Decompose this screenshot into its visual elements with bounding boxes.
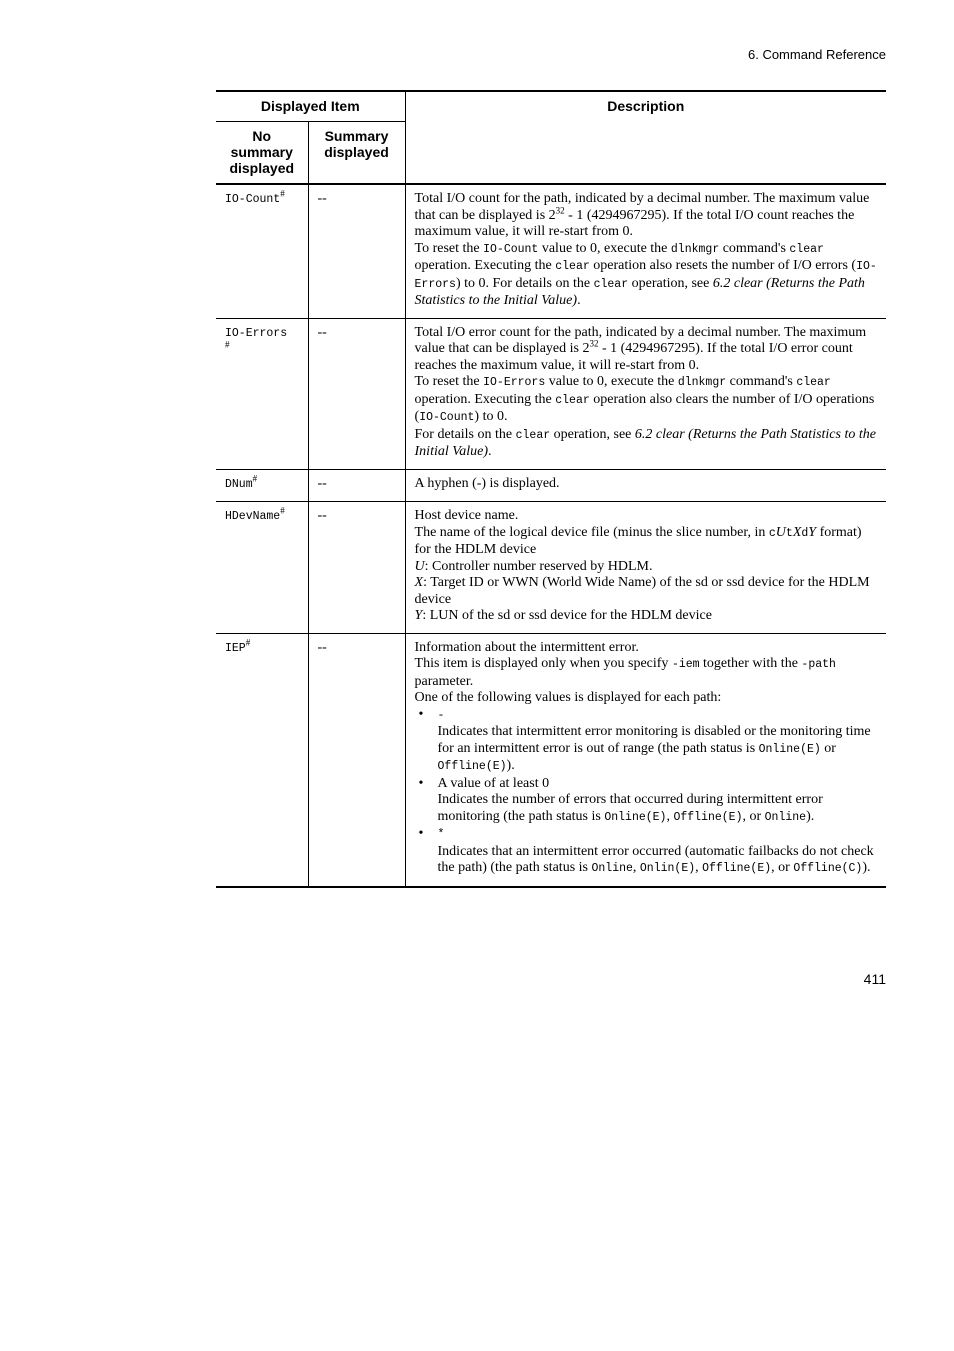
footnote-mark: #: [280, 188, 285, 199]
description-cell: Information about the intermittent error. This item is displayed only when you specify -iem together with the -path parameter. One of the following values is displayed for each path: • - Indicates that intermittent error monitoring is disabled or the monitoring time for an intermittent error is out of range (the path status is Online(E) or Offline(E)). • A value of at least 0 Indicates the number of errors that occurred during intermittent error monitoring (the path status is Online(E), Offline(E), or Online). • * Indicates that an intermittent error occurred (automatic failbacks do not check the path) (the path status is Online, Onlin(E), Offline(E), or Offline(C)).: [405, 633, 886, 887]
table-row: [216, 184, 886, 318]
section-reference: 6.2 clear (Returns the Path Statistics to the Initial Value): [414, 275, 865, 308]
item-cell: [216, 502, 308, 634]
running-header: 6. Command Reference: [747, 47, 886, 62]
list-item: • A value of at least 0 Indicates the number of errors that occurred during intermittent error monitoring (the path status is Online(E), Offline(E), or Online).: [415, 776, 881, 827]
table-row: [216, 633, 886, 887]
table-row: [216, 469, 886, 502]
footnote-mark: #: [280, 505, 285, 516]
value-list: [415, 707, 881, 878]
header-description: Description: [405, 91, 886, 184]
header-no-summary: No summary displayed: [216, 121, 308, 184]
footnote-mark: #: [225, 339, 230, 350]
summary-cell: --: [308, 184, 405, 318]
item-cell: [216, 469, 308, 502]
summary-cell: --: [308, 633, 405, 887]
section-reference: 6.2 clear (Returns the Path Statistics to the Initial Value): [414, 426, 876, 459]
table-row: [216, 502, 886, 634]
item-name: DNum: [225, 477, 253, 491]
table-row: [216, 318, 886, 469]
description-cell: Host device name. The name of the logical device file (minus the slice number, in cUtXdY format) for the HDLM device U: Controller number reserved by HDLM. X: Target ID or WWN (World Wide Name) of the sd or ssd device for the HDLM device Y: LUN of the sd or ssd device for the HDLM device: [405, 502, 886, 634]
item-name: IEP: [225, 641, 246, 655]
summary-cell: --: [308, 318, 405, 469]
item-cell: [216, 318, 308, 469]
item-cell: [216, 633, 308, 887]
description-cell: Total I/O error count for the path, indicated by a decimal number. The maximum value that can be displayed is $2^{32} - 1$ (4294967295). If the total I/O error count reaches the maximum value, it will re-start from 0. To reset the IO-Errors value to 0, execute the dlnkmgr command's clear operation. Executing the clear operation also clears the number of I/O operations (IO-Count) to 0. For details on the clear operation, see 6.2 clear (Returns the Path Statistics to the Initial Value).: [405, 318, 886, 469]
item-cell: [216, 184, 308, 318]
footnote-mark: #: [245, 636, 251, 647]
footnote-mark: #: [252, 472, 258, 483]
table-header-row: [216, 91, 886, 121]
item-name: IO-Errors: [225, 326, 288, 340]
displayed-items-table: [216, 90, 886, 888]
description-cell: Total I/O count for the path, indicated by a decimal number. The maximum value that can be displayed is $2^{32} - 1$ (4294967295). If the total I/O count reaches the maximum value, it will re-start from 0. To reset the IO-Count value to 0, execute the dlnkmgr command's clear operation. Executing the clear operation also resets the number of I/O errors (IO-Errors) to 0. For details on the clear operation, see 6.2 clear (Returns the Path Statistics to the Initial Value).: [405, 184, 886, 318]
list-item: • - Indicates that intermittent error monitoring is disabled or the monitoring time for an intermittent error is out of range (the path status is Online(E) or Offline(E)).: [415, 707, 881, 776]
summary-cell: --: [308, 469, 405, 502]
header-summary: Summary displayed: [324, 127, 389, 160]
list-item: • * Indicates that an intermittent error occurred (automatic failbacks do not check the path) (the path status is Online, Onlin(E), Offline(E), or Offline(C)).: [415, 826, 881, 878]
header-displayed-item: Displayed Item: [216, 91, 405, 121]
item-name: IO-Count: [225, 193, 281, 206]
item-name: HDevName: [225, 510, 281, 523]
summary-cell: --: [308, 502, 405, 634]
description-cell: A hyphen (-) is displayed.: [405, 469, 886, 502]
page-number: 411: [863, 971, 886, 987]
